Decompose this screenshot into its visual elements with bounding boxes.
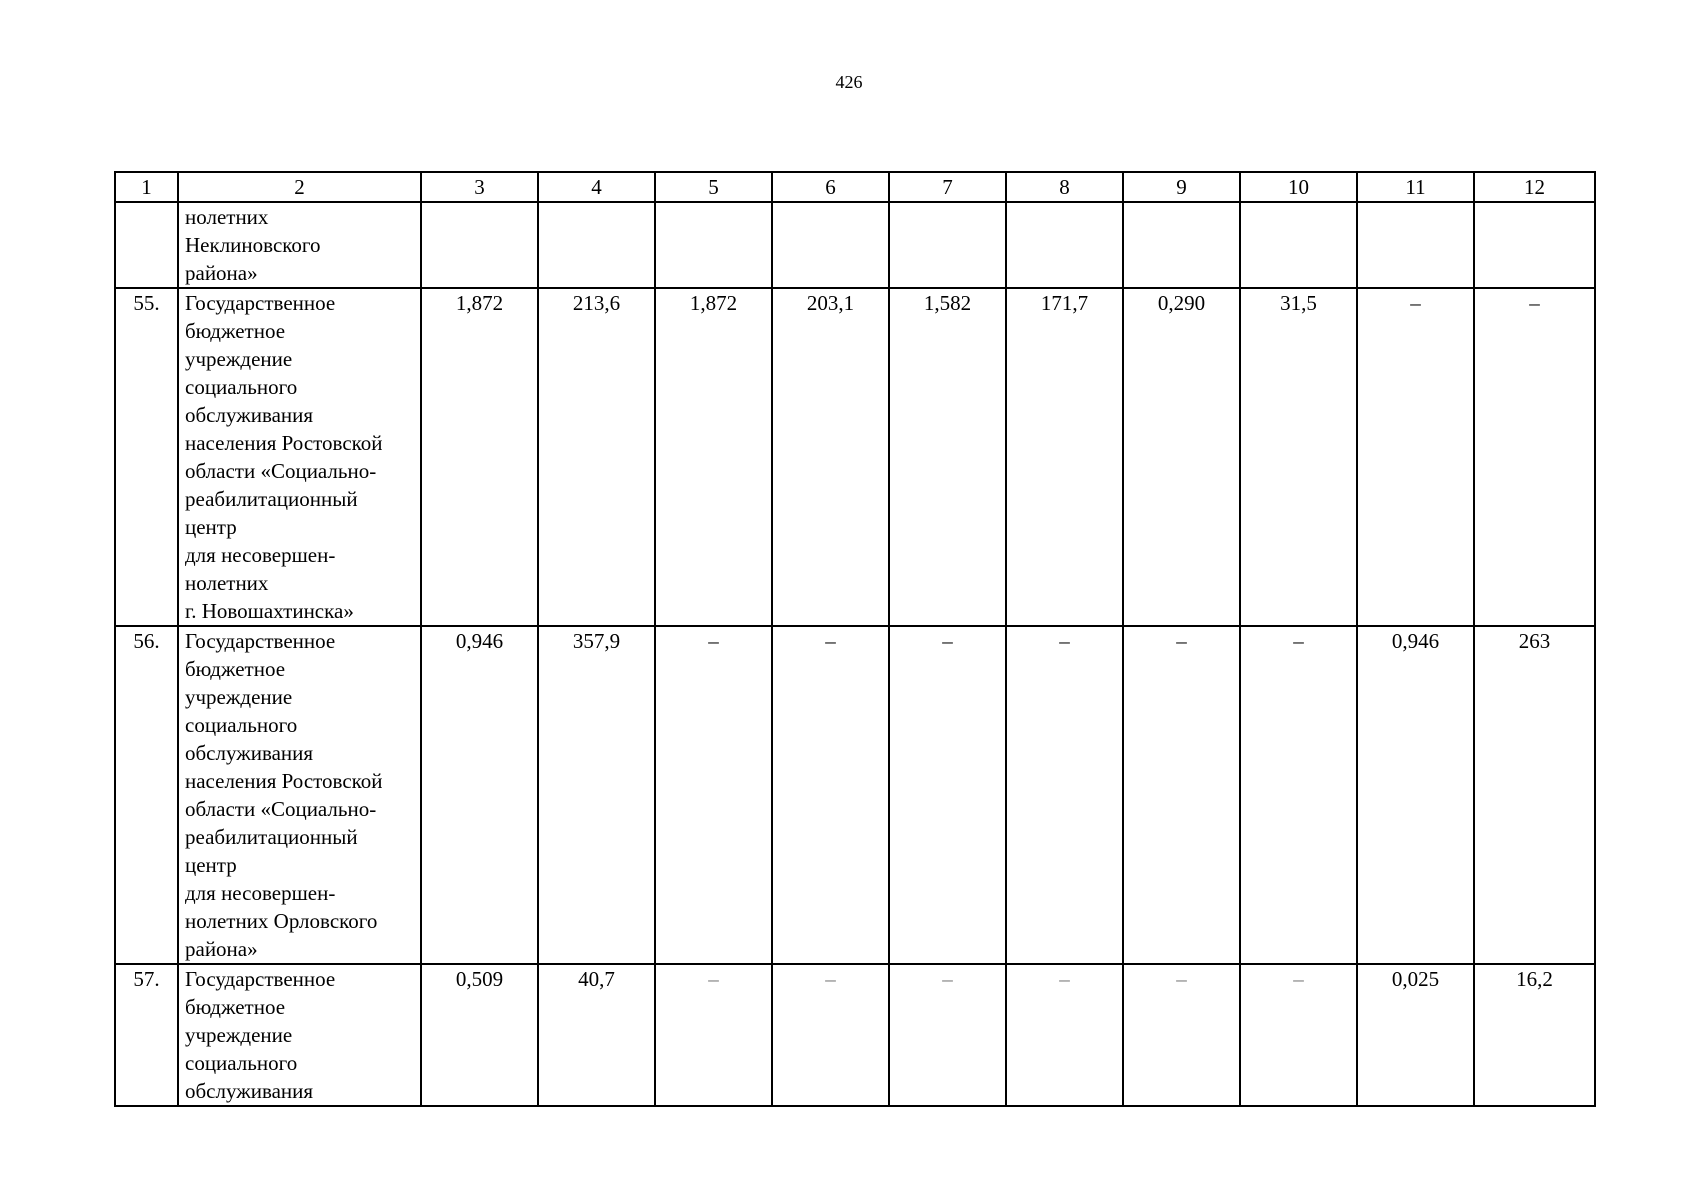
- institution-name: [178, 964, 421, 1106]
- name-line: нолетних: [185, 571, 269, 595]
- name-line: бюджетное: [185, 657, 286, 681]
- value-cell-col-6: –: [772, 964, 889, 1106]
- value-cell-col-3: 0,946: [421, 626, 538, 964]
- name-line: Неклиновского: [185, 233, 321, 257]
- name-line: учреждение: [185, 685, 293, 709]
- header-row: [115, 172, 1595, 202]
- header-cell: 10: [1240, 172, 1357, 202]
- value-cell-col-12: [1474, 202, 1595, 288]
- name-line: для несовершен-: [185, 881, 336, 905]
- value-cell-col-9: –: [1123, 964, 1240, 1106]
- value-cell-col-3: [421, 202, 538, 288]
- value-cell-col-8: –: [1006, 964, 1123, 1106]
- name-line: нолетних: [185, 205, 269, 229]
- header-cell: 1: [115, 172, 178, 202]
- name-line: населения Ростовской: [185, 769, 383, 793]
- name-line: нолетних Орловского: [185, 909, 378, 933]
- header-cell: 5: [655, 172, 772, 202]
- row-number: 55.: [115, 288, 178, 626]
- value-cell-col-11: –: [1357, 288, 1474, 626]
- table-row: [115, 288, 1595, 626]
- table-row: [115, 202, 1595, 288]
- header-cell: 7: [889, 172, 1006, 202]
- row-number: 57.: [115, 964, 178, 1106]
- value-cell-col-5: [655, 202, 772, 288]
- header-cell: 2: [178, 172, 421, 202]
- name-line: обслуживания: [185, 1079, 314, 1103]
- table-row: [115, 964, 1595, 1106]
- name-line: центр: [185, 515, 237, 539]
- name-line: Государственное: [185, 629, 336, 653]
- name-line: населения Ростовской: [185, 431, 383, 455]
- name-line: Государственное: [185, 291, 336, 315]
- row-number: [115, 202, 178, 288]
- name-line: учреждение: [185, 1023, 293, 1047]
- value-cell-col-6: 203,1: [772, 288, 889, 626]
- name-line: района»: [185, 937, 258, 961]
- value-cell-col-3: 0,509: [421, 964, 538, 1106]
- value-cell-col-7: 1,582: [889, 288, 1006, 626]
- name-line: для несовершен-: [185, 543, 336, 567]
- value-cell-col-10: [1240, 202, 1357, 288]
- name-line: центр: [185, 853, 237, 877]
- value-cell-col-10: –: [1240, 626, 1357, 964]
- value-cell-col-6: [772, 202, 889, 288]
- name-line: Государственное: [185, 967, 336, 991]
- value-cell-col-11: 0,025: [1357, 964, 1474, 1106]
- value-cell-col-8: [1006, 202, 1123, 288]
- institution-name: [178, 626, 421, 964]
- value-cell-col-4: [538, 202, 655, 288]
- value-cell-col-5: –: [655, 964, 772, 1106]
- header-cell: 11: [1357, 172, 1474, 202]
- header-cell: 4: [538, 172, 655, 202]
- value-cell-col-9: [1123, 202, 1240, 288]
- value-cell-col-5: –: [655, 626, 772, 964]
- value-cell-col-10: –: [1240, 964, 1357, 1106]
- value-cell-col-12: –: [1474, 288, 1595, 626]
- value-cell-col-4: 40,7: [538, 964, 655, 1106]
- value-cell-col-9: –: [1123, 626, 1240, 964]
- value-cell-col-6: –: [772, 626, 889, 964]
- value-cell-col-9: 0,290: [1123, 288, 1240, 626]
- name-line: области «Социально-: [185, 797, 377, 821]
- value-cell-col-7: –: [889, 626, 1006, 964]
- value-cell-col-7: –: [889, 964, 1006, 1106]
- name-line: г. Новошахтинска»: [185, 599, 354, 623]
- header-cell: 12: [1474, 172, 1595, 202]
- name-line: учреждение: [185, 347, 293, 371]
- name-line: обслуживания: [185, 403, 314, 427]
- value-cell-col-12: 16,2: [1474, 964, 1595, 1106]
- value-cell-col-5: 1,872: [655, 288, 772, 626]
- name-line: бюджетное: [185, 319, 286, 343]
- page-number: 426: [835, 72, 863, 92]
- value-cell-col-3: 1,872: [421, 288, 538, 626]
- value-cell-col-8: 171,7: [1006, 288, 1123, 626]
- name-line: социального: [185, 713, 298, 737]
- header-cell: 6: [772, 172, 889, 202]
- name-line: бюджетное: [185, 995, 286, 1019]
- table-row: [115, 626, 1595, 964]
- value-cell-col-7: [889, 202, 1006, 288]
- name-line: социального: [185, 375, 298, 399]
- value-cell-col-11: [1357, 202, 1474, 288]
- name-line: реабилитационный: [185, 825, 358, 849]
- name-line: обслуживания: [185, 741, 314, 765]
- name-line: района»: [185, 261, 258, 285]
- value-cell-col-11: 0,946: [1357, 626, 1474, 964]
- header-cell: 9: [1123, 172, 1240, 202]
- header-cell: 3: [421, 172, 538, 202]
- name-line: реабилитационный: [185, 487, 358, 511]
- header-cell: 8: [1006, 172, 1123, 202]
- data-table: [114, 171, 1596, 1107]
- value-cell-col-4: 357,9: [538, 626, 655, 964]
- value-cell-col-12: 263: [1474, 626, 1595, 964]
- name-line: социального: [185, 1051, 298, 1075]
- value-cell-col-8: –: [1006, 626, 1123, 964]
- value-cell-col-10: 31,5: [1240, 288, 1357, 626]
- institution-name: [178, 202, 421, 288]
- value-cell-col-4: 213,6: [538, 288, 655, 626]
- row-number: 56.: [115, 626, 178, 964]
- institution-name: [178, 288, 421, 626]
- name-line: области «Социально-: [185, 459, 377, 483]
